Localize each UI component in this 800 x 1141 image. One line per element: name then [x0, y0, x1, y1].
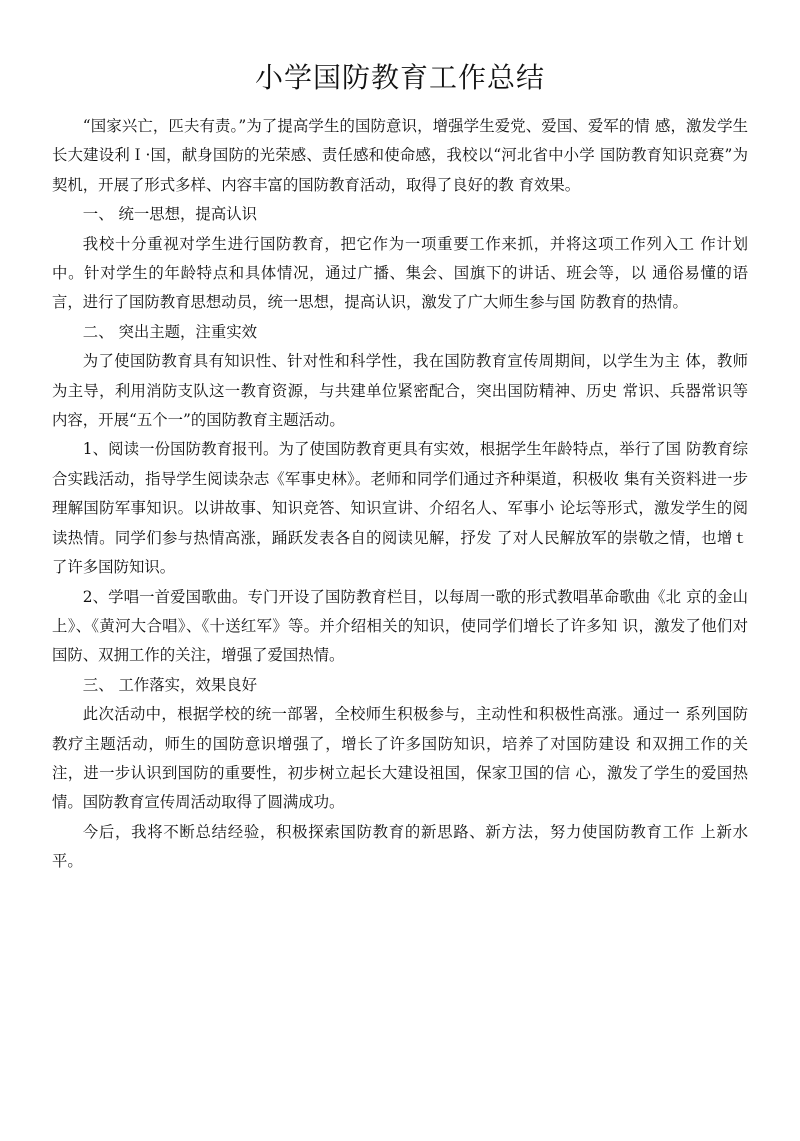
intro-paragraph: “国家兴亡，匹夫有责。”为了提高学生的国防意识，增强学生爱党、爱国、爱军的情 感，激发学生长大建设利Ｉ·国，献身国防的光荣感、责任感和使命感，我校以“河北省中小学 国防教育知识竞赛”为契机，开展了形式多样、内容丰富的国防教育活动，取得了良好的教 育效果。 [52, 117, 748, 194]
section-heading-2: 二、 突出主题，注重实效 [82, 322, 257, 341]
section-2-paragraph: 为了使国防教育具有知识性、针对性和科学性，我在国防教育宣传周期间，以学生为主 体，教师为主导，利用消防支队这一教育资源，与共建单位紧密配合，突出国防精神、历史 常识、兵器常识等内容，开展“五个一”的国防教育主题活动。 [52, 352, 748, 430]
document-body [52, 112, 748, 877]
section-1-paragraph: 我校十分重视对学生进行国防教育，把它作为一项重要工作来抓，并将这项工作列入工 作计划中。针对学生的年龄特点和具体情况，通过广播、集会、国旗下的讲话、班会等，以 通俗易懂的语言，进行了国防教育思想动员，统一思想，提高认识，激发了广大师生参与国 防教育的热情。 [52, 234, 748, 312]
section-3-paragraph: 此次活动中，根据学校的统一部署，全校师生积极参与，主动性和积极性高涨。通过一 系列国防教疗主题活动，师生的国防意识增强了，增长了许多国防知识，培养了对国防建设 和双拥工作的关注，进一步认识到国防的重要性，初步树立起长大建设祖国，保家卫国的信 心，激发了学生的爱国热情。国防教育宣传周活动取得了圆满成功。 [52, 705, 748, 812]
section-heading-3: 三、 工作落实，效果良好 [82, 675, 257, 694]
section-heading-1: 一、 统一思想，提高认识 [82, 205, 257, 224]
section-2-item-2-paragraph: 2、学唱一首爱国歌曲。专门开设了国防教育栏目，以每周一歌的形式教唱革命歌曲《北 京的金山上》、《黄河大合唱》、《十送红军》等。并介绍相关的知识，使同学们增长了许多知 识，激发了他们对国防、双拥工作的关注，增强了爱国热情。 [52, 587, 748, 665]
section-2-item-1-paragraph: 1、阅读一份国防教育报刊。为了使国防教育更具有实效，根据学生年龄特点，举行了国 防教育综合实践活动，指导学生阅读杂志《军事史林》。老师和同学们通过齐种渠道，积极收 集有关资料进一步理解国防军事知识。以讲故事、知识竞答、知识宣讲、介绍名人、军事小 论坛等形式，激发学生的阅读热情。同学们参与热情高涨，踊跃发表各自的阅读见解，抒发 了对人民解放军的崇敬之情，也增ｔ了许多国防知识。 [52, 440, 748, 577]
closing-paragraph: 今后，我将不断总结经验，积极探索国防教育的新思路、新方法，努力使国防教育工作 上新水平。 [52, 822, 748, 871]
page-title: 小学国防教育工作总结 [254, 61, 545, 94]
